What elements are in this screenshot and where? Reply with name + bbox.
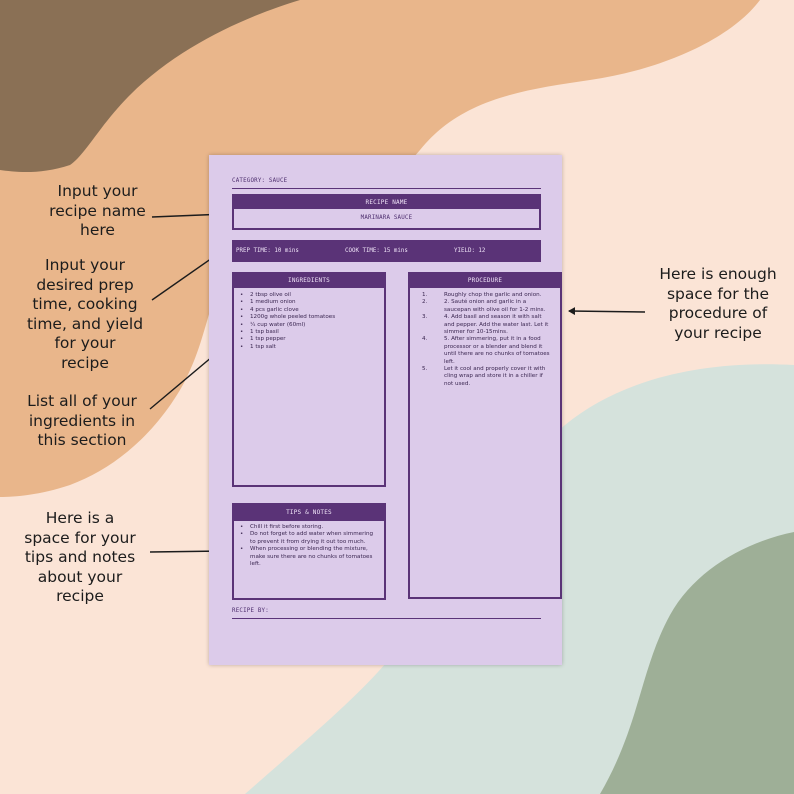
recipe-name-box[interactable] [232,194,541,230]
recipe-by-underline [232,618,541,619]
ingredients-box[interactable] [232,272,386,487]
tip-item[interactable]: • Chill it first before storing. [238,524,378,531]
ingredient-item[interactable]: • 2 tbsp olive oil [238,292,380,299]
procedure-step-number: 5. [422,366,428,373]
procedure-box[interactable] [408,272,562,599]
ingredient-item[interactable]: • 1200g whole peeled tomatoes [238,314,380,321]
yield-field[interactable]: YIELD: 12 [454,248,486,254]
category-label[interactable]: CATEGORY: SAUCE [232,178,288,184]
ingredient-item[interactable]: • 4 pcs garlic clove [238,307,380,314]
prep-time-field[interactable]: PREP TIME: 10 mins [236,248,299,254]
procedure-header: PROCEDURE [410,274,560,288]
callout-prep-time: Input your desired prep time, cooking time, and yield for your recipe [26,256,144,372]
tip-item[interactable]: • When processing or blending the mixture, make sure there are no chunks of tomatoes left. [238,546,378,568]
time-yield-bar[interactable] [232,240,541,262]
ingredient-item[interactable]: • 1 tsp pepper [238,336,380,343]
callout-ingredients: List all of your ingredients in this section [27,392,137,449]
ingredient-item[interactable]: • ¼ cup water (60ml) [238,322,380,329]
ingredients-list [238,292,380,351]
procedure-step-text: 2. Sauté onion and garlic in a saucepan with olive oil for 1-2 mins. [444,299,546,313]
ingredient-item[interactable]: • 1 medium onion [238,299,380,306]
tip-item[interactable]: • Do not forget to add water when simmering to prevent it from drying it out too much. [238,531,378,546]
procedure-step-number: 4. [422,336,428,343]
procedure-step-number: 2. [422,299,428,306]
procedure-step[interactable] [422,314,552,336]
ingredient-item[interactable]: • 1 tsp basil [238,329,380,336]
callout-tips: Here is a space for your tips and notes about your recipe [24,509,136,605]
tips-notes-header: TIPS & NOTES [234,505,384,521]
ingredient-item[interactable]: • 1 tsp salt [238,344,380,351]
tips-notes-box[interactable] [232,503,386,600]
ingredients-header: INGREDIENTS [234,274,384,288]
callout-procedure: Here is enough space for the procedure of your recipe [659,265,777,342]
procedure-step[interactable] [422,299,552,314]
procedure-step-text: Let it cool and properly cover it with cling wrap and store it in a chiller if not used. [444,366,546,387]
tips-list [238,524,378,568]
procedure-step[interactable] [422,366,552,388]
callout-recipe-name: Input your recipe name here [49,182,146,239]
recipe-name-header: RECIPE NAME [234,196,539,209]
procedure-step-text: 5. After simmering, put it in a food processor or a blender and blend it until there are no chunks of tomatoes left. [444,336,550,365]
recipe-by-label[interactable]: RECIPE BY: [232,608,269,614]
procedure-list [422,292,552,388]
recipe-name-value[interactable]: MARINARA SAUCE [360,215,413,221]
procedure-step-number: 3. [422,314,428,321]
procedure-step-text: 4. Add basil and season it with salt and pepper. Add the water last. Let it simmer for 10-15mins. [444,314,549,336]
category-underline [232,188,541,189]
recipe-card-sheet [209,155,562,665]
procedure-step-number: 1. [422,292,428,298]
cook-time-field[interactable]: COOK TIME: 15 mins [345,248,408,254]
procedure-step-text: Roughly chop the garlic and onion. [444,292,542,298]
procedure-step[interactable] [422,336,552,366]
